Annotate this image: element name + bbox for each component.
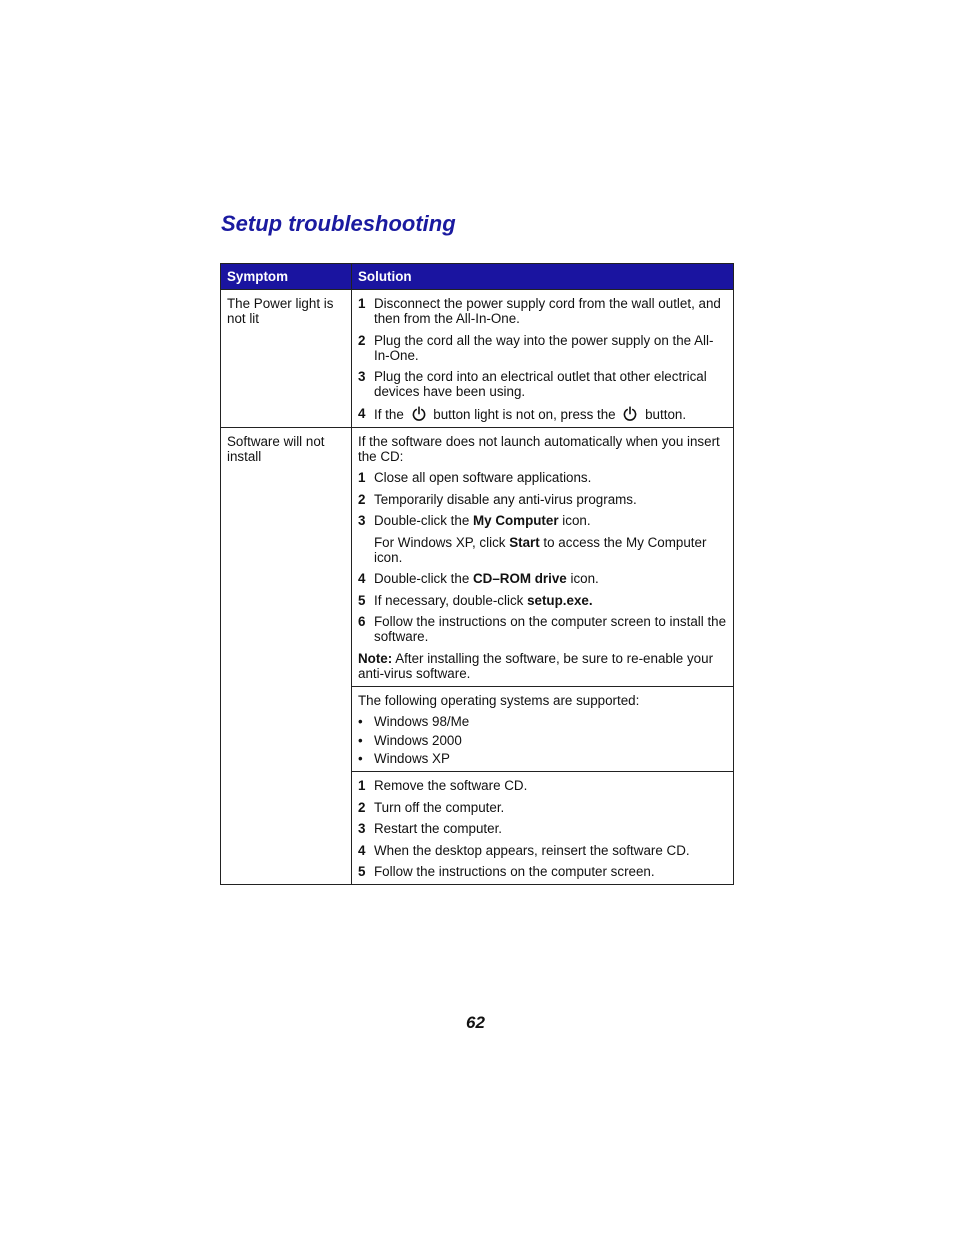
step-text-pre: If the <box>374 406 404 422</box>
intro-text: If the software does not launch automatically when you insert the CD: <box>358 433 720 464</box>
step-item <box>358 864 727 879</box>
list-item <box>358 733 727 748</box>
subnote-bold: Start <box>509 534 540 550</box>
step-item <box>358 513 727 528</box>
step-text-pre: Double-click the <box>374 571 473 586</box>
step-text: Follow the instructions on the computer screen to install the software. <box>374 614 727 644</box>
step-text-bold: My Computer <box>473 513 559 528</box>
step-text-bold: setup.exe. <box>527 592 593 608</box>
bullet: • <box>358 732 363 748</box>
solution-cell <box>352 772 734 885</box>
step-number: 2 <box>358 491 366 507</box>
symptom-header: Symptom <box>221 264 352 290</box>
step-text-mid: button light is not on, press the <box>433 406 616 422</box>
subnote-post: to access the My Computer icon. <box>374 534 707 565</box>
step-number: 6 <box>358 614 366 629</box>
symptom-cell: The Power light is not lit <box>221 290 352 428</box>
step-number: 1 <box>358 470 366 485</box>
step-text: When the desktop appears, reinsert the software CD. <box>374 842 690 858</box>
step-text: Close all open software applications. <box>374 470 592 485</box>
list-item <box>358 714 727 729</box>
step-number: 5 <box>358 864 366 879</box>
step-number: 3 <box>358 821 366 836</box>
step-number: 3 <box>358 369 366 384</box>
step-number: 2 <box>358 799 366 815</box>
step-item <box>358 369 727 399</box>
subnote-pre: For Windows XP, click <box>374 534 510 550</box>
table-header-row <box>221 264 734 290</box>
table-row <box>221 290 734 428</box>
step-item <box>358 593 727 608</box>
step-text-pre: Double-click the <box>374 513 473 528</box>
power-icon <box>411 406 427 422</box>
step-subnote <box>358 535 727 565</box>
step-number: 2 <box>358 332 366 348</box>
step-number: 4 <box>358 842 366 858</box>
step-text-post: button. <box>645 406 687 422</box>
os-name: Windows XP <box>374 751 450 766</box>
os-name: Windows 98/Me <box>374 714 470 729</box>
step-text: Plug the cord into an electrical outlet that other electrical devices have been using. <box>374 369 707 399</box>
step-text-post: icon. <box>566 571 599 586</box>
step-item <box>358 470 727 485</box>
power-icon <box>622 406 638 422</box>
step-number: 4 <box>358 405 366 421</box>
step-text: Restart the computer. <box>374 821 503 836</box>
os-name: Windows 2000 <box>374 732 462 748</box>
solution-cell <box>352 427 734 686</box>
step-text-post: icon. <box>558 513 591 528</box>
step-item <box>358 571 727 586</box>
step-text: Disconnect the power supply cord from the wall outlet, and then from the All-In-One. <box>374 296 721 326</box>
step-text: Turn off the computer. <box>374 799 505 815</box>
step-text: Plug the cord all the way into the power supply on the All-In-One. <box>374 332 714 363</box>
table-row <box>221 427 734 686</box>
step-text: Follow the instructions on the computer screen. <box>374 864 655 879</box>
step-text <box>374 593 727 608</box>
step-text-bold: CD–ROM drive <box>473 571 567 586</box>
step-text: Temporarily disable any anti-virus programs. <box>374 491 637 507</box>
page-title: Setup troubleshooting <box>221 211 456 236</box>
step-text <box>374 571 727 586</box>
troubleshooting-table <box>220 263 734 885</box>
note-text <box>358 651 727 681</box>
step-item <box>358 843 727 858</box>
step-item <box>358 296 727 326</box>
step-number: 1 <box>358 296 366 311</box>
bullet: • <box>358 714 363 729</box>
step-item <box>358 614 727 644</box>
step-item <box>358 778 727 793</box>
step-item <box>358 821 727 836</box>
page-number: 62 <box>466 1013 485 1032</box>
step-text <box>374 513 727 528</box>
step-text-pre: If necessary, double-click <box>374 592 528 608</box>
step-item <box>358 800 727 815</box>
step-text <box>374 406 727 422</box>
note-body: After installing the software, be sure to re-enable your anti-virus software. <box>358 650 714 681</box>
solution-cell <box>352 686 734 772</box>
os-intro-text: The following operating systems are supported: <box>358 692 640 708</box>
bullet: • <box>358 751 363 766</box>
step-item <box>358 406 727 422</box>
step-number: 4 <box>358 571 366 586</box>
step-item <box>358 492 727 507</box>
step-number: 1 <box>358 778 366 793</box>
note-label: Note: <box>358 650 393 666</box>
step-number: 3 <box>358 513 366 528</box>
symptom-cell: Software will not install <box>221 427 352 885</box>
step-number: 5 <box>358 592 366 608</box>
solution-cell <box>352 290 734 428</box>
list-item <box>358 751 727 766</box>
step-item <box>358 333 727 363</box>
step-text: Remove the software CD. <box>374 778 528 793</box>
solution-header: Solution <box>352 264 734 290</box>
